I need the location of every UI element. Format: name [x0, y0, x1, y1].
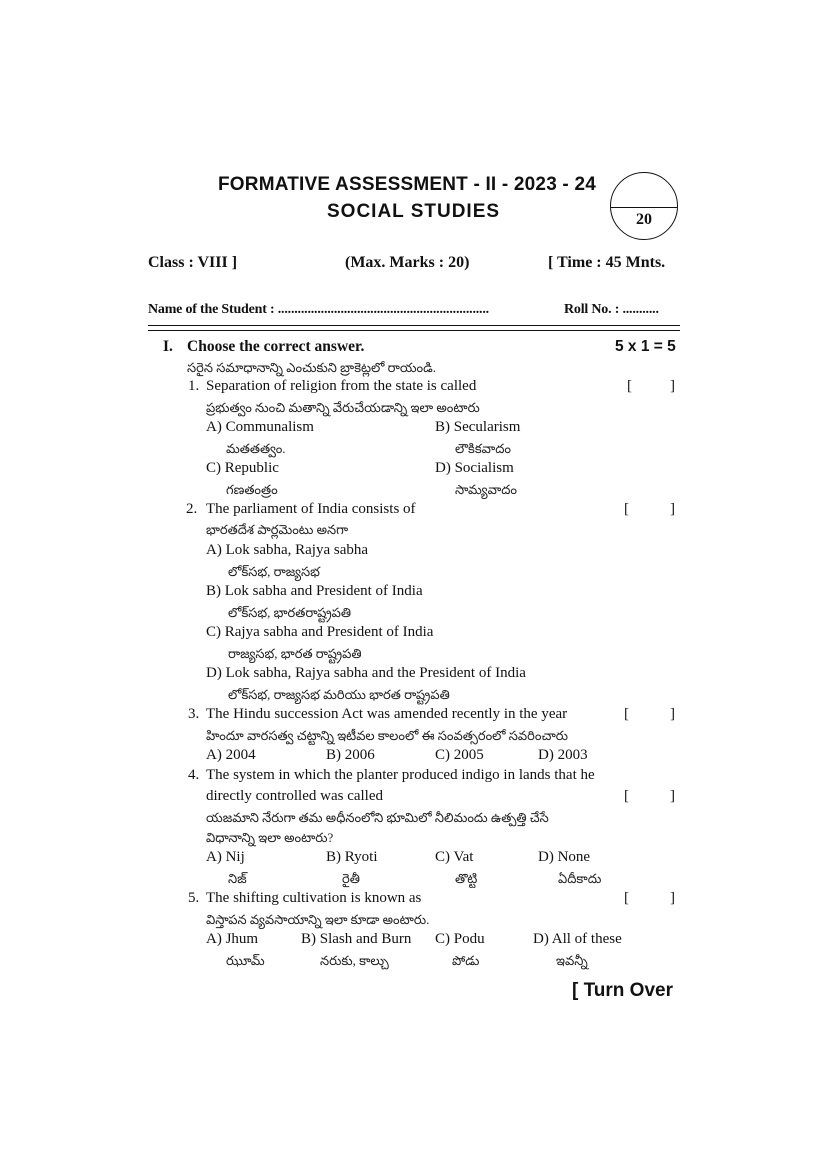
- answer-bracket-close[interactable]: ]: [670, 706, 675, 722]
- option-c-telugu: పోడు: [452, 953, 480, 968]
- question-number: 2.: [186, 501, 198, 517]
- option-a: A) Lok sabha, Rajya sabha: [206, 542, 369, 558]
- question-number: 1.: [188, 378, 200, 394]
- option-d: D) All of these: [533, 931, 622, 947]
- turn-over-label: [ Turn Over: [572, 980, 673, 1001]
- answer-bracket-close[interactable]: ]: [670, 378, 675, 394]
- option-b: B) Secularism: [435, 419, 521, 435]
- question-2-text: The parliament of India consists of: [206, 501, 416, 517]
- option-d: D) None: [538, 849, 591, 865]
- question-4-telugu-line2: విధానాన్ని ఇలా అంటారు?: [206, 830, 334, 845]
- option-a: A) Communalism: [206, 419, 314, 435]
- option-c-telugu: రాజ్యసభ, భారత రాష్ట్రపతి: [228, 646, 362, 661]
- question-3-text: The Hindu succession Act was amended recently in the year: [206, 706, 568, 722]
- option-d: D) Socialism: [435, 460, 514, 476]
- answer-bracket-close[interactable]: ]: [670, 890, 675, 906]
- student-name-field[interactable]: Name of the Student : ................................................................: [148, 302, 489, 317]
- option-b-telugu: నరుకు, కాల్చు: [320, 953, 389, 968]
- option-d: D) Lok sabha, Rajya sabha and the President of India: [206, 665, 526, 681]
- option-b: B) Lok sabha and President of India: [206, 583, 423, 599]
- question-4-telugu: యజమాని నేరుగా తమ అధీనంలోని భూమిలో నీలిమందు ఉత్పత్తి చేసే: [206, 810, 549, 825]
- section-number: I.: [163, 338, 173, 355]
- marks-circle: [610, 172, 678, 240]
- divider: [148, 330, 680, 331]
- answer-bracket-close[interactable]: ]: [670, 788, 675, 804]
- answer-bracket-open[interactable]: [: [627, 378, 632, 394]
- class-label: Class : VIII ]: [148, 254, 238, 271]
- option-c: C) 2005: [435, 747, 484, 763]
- option-c-telugu: తొట్టి: [455, 871, 478, 886]
- section-marks: 5 x 1 = 5: [615, 338, 676, 355]
- option-d-telugu: సామ్యవాదం: [455, 482, 517, 497]
- exam-title: FORMATIVE ASSESSMENT - II - 2023 - 24: [218, 174, 596, 195]
- section-title: Choose the correct answer.: [187, 338, 365, 355]
- question-number: 4.: [188, 767, 200, 783]
- answer-bracket-close[interactable]: ]: [670, 501, 675, 517]
- answer-bracket-open[interactable]: [: [624, 890, 629, 906]
- section-instruction-telugu: సరైన సమాధానాన్ని ఎంచుకుని బ్రాకెట్లలో రాయండి.: [187, 360, 437, 375]
- option-c: C) Vat: [435, 849, 474, 865]
- option-c: C) Rajya sabha and President of India: [206, 624, 434, 640]
- max-marks-label: (Max. Marks : 20): [345, 254, 470, 271]
- divider: [148, 325, 680, 326]
- question-4-text: The system in which the planter produced indigo in lands that he: [206, 767, 595, 783]
- answer-bracket-open[interactable]: [: [624, 788, 629, 804]
- option-c: C) Podu: [435, 931, 485, 947]
- option-d-telugu: ఏదీకాదు: [558, 871, 602, 886]
- question-number: 3.: [188, 706, 200, 722]
- option-c: C) Republic: [206, 460, 279, 476]
- circle-divider: [611, 207, 677, 208]
- question-4-text-line2: directly controlled was called: [206, 788, 384, 804]
- question-1-text: Separation of religion from the state is called: [206, 378, 477, 394]
- option-d-telugu: ఇవన్నీ: [556, 953, 588, 968]
- subject-title: SOCIAL STUDIES: [327, 201, 501, 222]
- option-b: B) Slash and Burn: [301, 931, 412, 947]
- option-d-telugu: లోక్‌సభ, రాజ్యసభ మరియు భారత రాష్ట్రపతి: [228, 687, 450, 702]
- question-5-text: The shifting cultivation is known as: [206, 890, 422, 906]
- option-a-telugu: ఝూమ్: [226, 953, 265, 968]
- option-a-telugu: మతతత్వం.: [226, 441, 286, 456]
- option-d: D) 2003: [538, 747, 588, 763]
- question-1-telugu: ప్రభుత్వం నుంచి మతాన్ని వేరుచేయడాన్ని ఇలా అంటారు: [206, 400, 480, 415]
- question-number: 5.: [188, 890, 200, 906]
- time-label: [ Time : 45 Mnts.: [548, 254, 666, 271]
- option-a: A) Jhum: [206, 931, 259, 947]
- option-b: B) Ryoti: [326, 849, 378, 865]
- roll-number-field[interactable]: Roll No. : ...........: [564, 302, 659, 317]
- question-2-telugu: భారతదేశ పార్లమెంటు అనగా: [206, 522, 349, 537]
- option-b-telugu: లౌకికవాదం: [455, 441, 512, 456]
- option-c-telugu: గణతంత్రం: [226, 482, 278, 497]
- answer-bracket-open[interactable]: [: [624, 706, 629, 722]
- option-a: A) 2004: [206, 747, 256, 763]
- option-b-telugu: రైతీ: [342, 871, 360, 886]
- option-b: B) 2006: [326, 747, 375, 763]
- question-5-telugu: విస్తాపన వ్యవసాయాన్ని ఇలా కూడా అంటారు.: [206, 912, 430, 927]
- question-3-telugu: హిందూ వారసత్వ చట్టాన్ని ఇటీవల కాలంలో ఈ సంవత్సరంలో సవరించారు: [206, 728, 568, 743]
- answer-bracket-open[interactable]: [: [624, 501, 629, 517]
- option-b-telugu: లోక్‌సభ, భారతరాష్ట్రపతి: [228, 605, 352, 620]
- option-a: A) Nij: [206, 849, 245, 865]
- option-a-telugu: లోక్‌సభ, రాజ్యసభ: [228, 564, 320, 579]
- total-marks: 20: [636, 211, 652, 228]
- option-a-telugu: నిజ్: [228, 871, 247, 886]
